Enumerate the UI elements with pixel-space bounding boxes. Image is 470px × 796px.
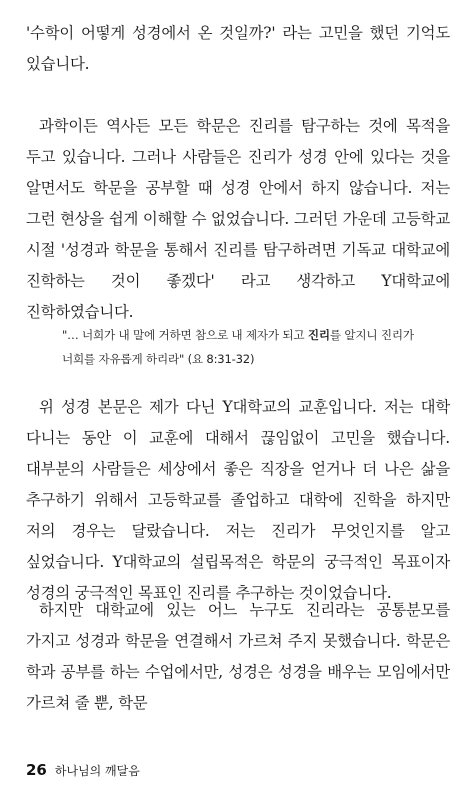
quote-text-after: 를 알지니 진리가 너희를 자유롭게 하리라" (62, 328, 414, 366)
quote-reference: (요 8:31-32) (184, 352, 255, 366)
paragraph-university-motto: 위 성경 본문은 제가 다닌 Y대학교의 교훈입니다. 저는 대학 다니는 동안 이 교훈에 대해서 끊임없이 고민을 했습니다. 대부분의 사람들은 세상에서 좋은 직장을 얻거나 더 나은 삶을 추구하기 위해서 고등학교를 졸업하고 대학에 진학을 하지만 저의 경우는 달랐습니다. 저는 진리가 무엇인지를 알고 싶었습니다. Y대학교의 설립목적은 학문의 궁극적인 목표이자 성경의 궁극적인 목표인 진리를 추구하는 것이었습니다. (26, 398, 450, 602)
quote-text-before: "… 너희가 내 말에 거하면 참으로 내 제자가 되고 (62, 328, 308, 342)
scripture-quote (62, 323, 434, 371)
quote-emphasis-truth: 진리 (307, 328, 330, 342)
page-footer (26, 760, 140, 779)
paragraph-truth-and-learning: 과학이든 역사든 모든 학문은 진리를 탐구하는 것에 목적을 두고 있습니다. 그러나 사람들은 진리가 성경 안에 있다는 것을 알면서도 학문을 공부할 때 성경 안에서 하지 않습니다. 저는 그런 현상을 쉽게 이해할 수 없었습니다. 그러던 가운데 고등학교 시절 '성경과 학문을 통해서 진리를 탐구하려면 기독교 대학교에 진학하는 것이 좋겠다' 라고 생각하고 Y대학교에 진학하였습니다. (26, 117, 450, 321)
book-title: 하나님의 깨달음 (54, 764, 140, 778)
page-number: 26 (26, 761, 47, 779)
paragraph-intro: '수학이 어떻게 성경에서 온 것일까?' 라는 고민을 했던 기억도 있습니다. (26, 24, 450, 73)
paragraph-disconnect: 하지만 대학교에 있는 어느 누구도 진리라는 공통분모를 가지고 성경과 학문을 연결해서 가르쳐 주지 못했습니다. 학문은 학과 공부를 하는 수업에서만, 성경은 성경을 배우는 모임에서만 가르쳐 줄 뿐, 학문 (26, 601, 450, 712)
